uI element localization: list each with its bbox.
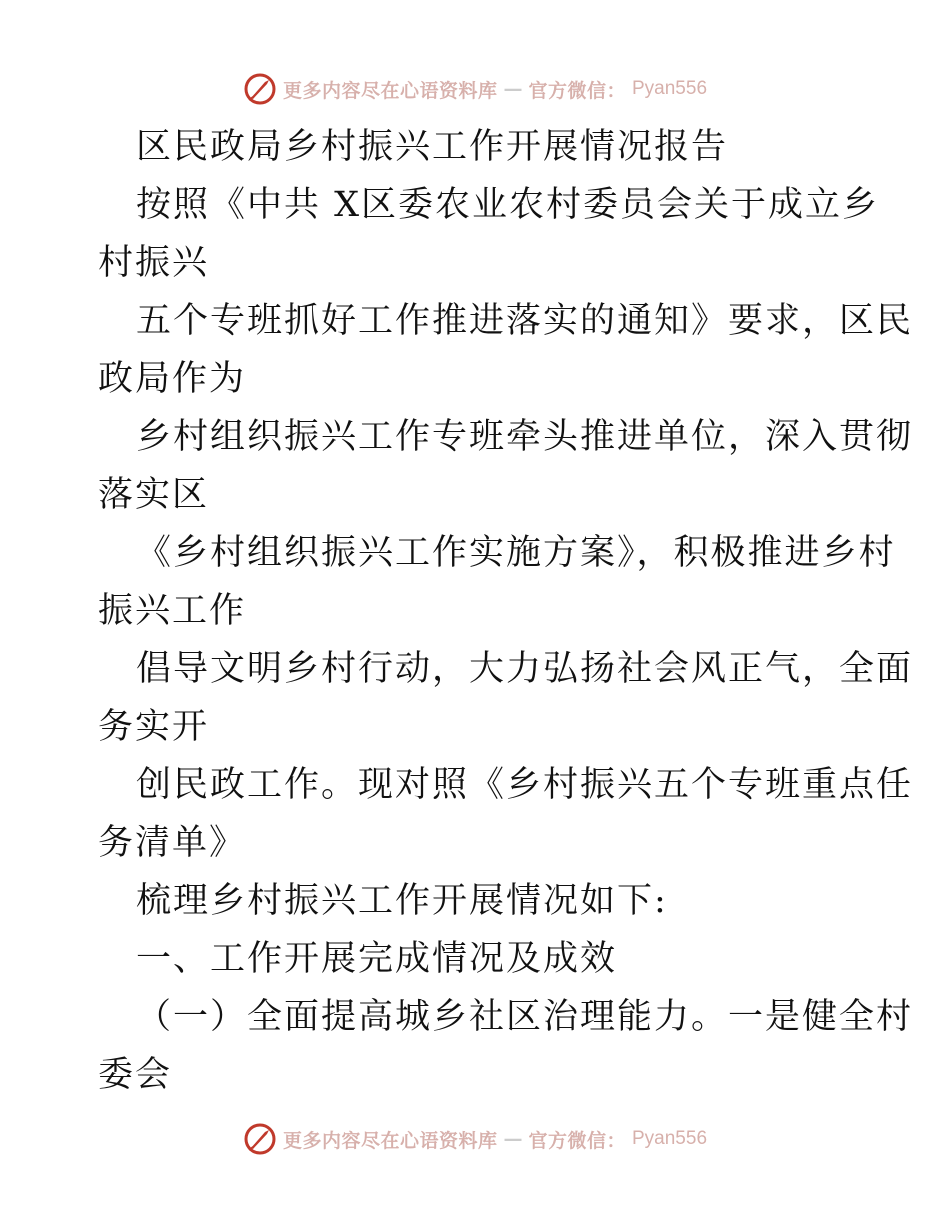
footer-watermark — [0, 1122, 950, 1156]
paragraph-line: 振兴工作 — [98, 591, 247, 631]
watermark-separator: — — [503, 78, 523, 100]
watermark-text: 更多内容尽在心语资料库 — [282, 79, 498, 102]
quill-pen-circle-icon — [243, 1122, 277, 1156]
header-watermark — [0, 72, 950, 106]
watermark-wechat-label: 官方微信： — [528, 1129, 626, 1152]
paragraph-line: 倡导文明乡村行动，大力弘扬社会风正气，全面 — [136, 649, 914, 689]
document-title: 区民政局乡村振兴工作开展情况报告 — [136, 127, 729, 167]
watermark-separator: — — [503, 1128, 523, 1150]
paragraph-line: 乡村组织振兴工作专班牵头推进单位，深入贯彻 — [136, 417, 914, 457]
paragraph-line: （一）全面提高城乡社区治理能力。一是健全村 — [136, 997, 914, 1037]
paragraph-line: 务实开 — [98, 707, 210, 747]
watermark-wechat-id: Pyan556 — [632, 1128, 708, 1149]
paragraph-line: 政局作为 — [98, 359, 247, 399]
paragraph-line: 落实区 — [98, 475, 210, 515]
section-heading: 一、工作开展完成情况及成效 — [136, 939, 618, 979]
paragraph-line: 梳理乡村振兴工作开展情况如下: — [136, 881, 668, 921]
paragraph-line: 创民政工作。现对照《乡村振兴五个专班重点任 — [136, 765, 914, 805]
paragraph-line: 按照《中共 X区委农业农村委员会关于成立乡 — [136, 185, 880, 225]
document-body — [98, 118, 914, 1104]
paragraph-line: 《乡村组织振兴工作实施方案》，积极推进乡村 — [136, 533, 896, 573]
paragraph-line: 村振兴 — [98, 243, 210, 283]
watermark-wechat-id: Pyan556 — [632, 78, 708, 99]
watermark-text: 更多内容尽在心语资料库 — [282, 1129, 498, 1152]
watermark-wechat-label: 官方微信： — [528, 79, 626, 102]
paragraph-line: 委会 — [98, 1055, 173, 1095]
paragraph-line: 务清单》 — [98, 823, 247, 863]
paragraph-line: 五个专班抓好工作推进落实的通知》要求，区民 — [136, 301, 914, 341]
quill-pen-circle-icon — [243, 72, 277, 106]
